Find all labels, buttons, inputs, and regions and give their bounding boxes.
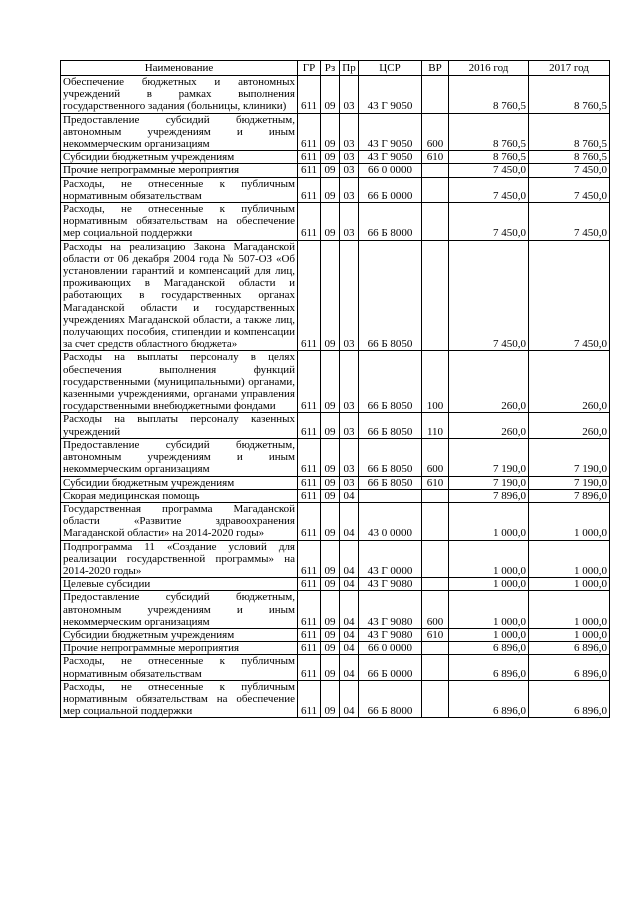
row-amount-2016: 1 000,0 xyxy=(449,628,529,641)
row-amount-2016: 7 450,0 xyxy=(449,164,529,177)
row-gr: 611 xyxy=(298,591,321,629)
header-pr: Пр xyxy=(340,61,359,76)
row-gr: 611 xyxy=(298,203,321,241)
row-rz: 09 xyxy=(321,164,340,177)
row-rz: 09 xyxy=(321,540,340,578)
row-pr: 03 xyxy=(340,203,359,241)
row-amount-2016: 7 450,0 xyxy=(449,240,529,351)
table-row xyxy=(61,476,610,489)
row-amount-2017: 1 000,0 xyxy=(529,540,610,578)
header-name: Наименование xyxy=(61,61,298,76)
row-amount-2017: 1 000,0 xyxy=(529,502,610,540)
row-amount-2017: 7 450,0 xyxy=(529,177,610,202)
row-vr: 610 xyxy=(422,476,449,489)
row-rz: 09 xyxy=(321,655,340,680)
row-gr: 611 xyxy=(298,413,321,438)
table-row xyxy=(61,655,610,680)
row-rz: 09 xyxy=(321,351,340,413)
row-rz: 09 xyxy=(321,177,340,202)
row-amount-2017: 1 000,0 xyxy=(529,628,610,641)
table-row xyxy=(61,642,610,655)
row-amount-2017: 7 450,0 xyxy=(529,164,610,177)
row-amount-2016: 7 896,0 xyxy=(449,489,529,502)
row-amount-2016: 8 760,5 xyxy=(449,76,529,114)
header-2016: 2016 год xyxy=(449,61,529,76)
row-pr: 04 xyxy=(340,540,359,578)
row-pr: 04 xyxy=(340,502,359,540)
row-name: Расходы, не отнесенные к публичным нормативным обязательствам на обеспечение мер социальной поддержки xyxy=(61,203,298,241)
row-gr: 611 xyxy=(298,628,321,641)
row-rz: 09 xyxy=(321,413,340,438)
table-row xyxy=(61,164,610,177)
table-row xyxy=(61,113,610,151)
row-gr: 611 xyxy=(298,655,321,680)
row-vr: 110 xyxy=(422,413,449,438)
row-csr: 66 Б 0000 xyxy=(359,177,422,202)
row-amount-2017: 1 000,0 xyxy=(529,591,610,629)
row-amount-2017: 6 896,0 xyxy=(529,655,610,680)
row-csr: 43 Г 9050 xyxy=(359,113,422,151)
row-vr xyxy=(422,578,449,591)
header-csr: ЦСР xyxy=(359,61,422,76)
row-name: Предоставление субсидий бюджетным, автономным учреждениям и иным некоммерческим организациям xyxy=(61,438,298,476)
row-amount-2016: 1 000,0 xyxy=(449,540,529,578)
row-csr: 66 Б 8050 xyxy=(359,351,422,413)
row-csr: 43 Г 9080 xyxy=(359,628,422,641)
row-pr: 03 xyxy=(340,151,359,164)
row-amount-2016: 7 190,0 xyxy=(449,438,529,476)
row-pr: 04 xyxy=(340,489,359,502)
row-name: Субсидии бюджетным учреждениям xyxy=(61,151,298,164)
row-amount-2016: 1 000,0 xyxy=(449,578,529,591)
table-row xyxy=(61,240,610,351)
row-csr: 43 Г 9050 xyxy=(359,76,422,114)
row-rz: 09 xyxy=(321,240,340,351)
row-gr: 611 xyxy=(298,540,321,578)
row-vr xyxy=(422,502,449,540)
row-amount-2017: 7 450,0 xyxy=(529,203,610,241)
row-csr: 43 Г 0000 xyxy=(359,540,422,578)
row-csr: 66 Б 8000 xyxy=(359,680,422,718)
row-name: Расходы, не отнесенные к публичным нормативным обязательствам xyxy=(61,655,298,680)
row-gr: 611 xyxy=(298,438,321,476)
row-rz: 09 xyxy=(321,113,340,151)
row-name: Субсидии бюджетным учреждениям xyxy=(61,476,298,489)
row-rz: 09 xyxy=(321,476,340,489)
row-amount-2016: 8 760,5 xyxy=(449,151,529,164)
row-vr xyxy=(422,680,449,718)
row-rz: 09 xyxy=(321,438,340,476)
header-2017: 2017 год xyxy=(529,61,610,76)
row-pr: 03 xyxy=(340,413,359,438)
row-pr: 04 xyxy=(340,680,359,718)
row-amount-2016: 6 896,0 xyxy=(449,642,529,655)
budget-document xyxy=(60,60,610,718)
row-vr: 610 xyxy=(422,628,449,641)
row-name: Расходы, не отнесенные к публичным нормативным обязательствам на обеспечение мер социальной поддержки xyxy=(61,680,298,718)
row-amount-2017: 260,0 xyxy=(529,351,610,413)
table-row xyxy=(61,203,610,241)
row-rz: 09 xyxy=(321,489,340,502)
row-csr: 66 Б 8050 xyxy=(359,438,422,476)
table-row xyxy=(61,413,610,438)
row-pr: 03 xyxy=(340,76,359,114)
row-gr: 611 xyxy=(298,76,321,114)
row-pr: 04 xyxy=(340,591,359,629)
table-row xyxy=(61,502,610,540)
row-vr xyxy=(422,164,449,177)
header-vr: ВР xyxy=(422,61,449,76)
row-csr xyxy=(359,489,422,502)
row-amount-2017: 7 896,0 xyxy=(529,489,610,502)
table-row xyxy=(61,578,610,591)
row-csr: 66 Б 0000 xyxy=(359,655,422,680)
row-name: Расходы на реализацию Закона Магаданской области от 06 декабря 2004 года № 507-ОЗ «Об установлении гарантий и компенсаций для лиц, проживающих в Магаданской области и работающих в государственных органах Магаданской области и государственных учреждениях Магаданской области, а также лиц, получающих пособия, стипендии и компенсации за счет средств областного бюджета» xyxy=(61,240,298,351)
row-name: Субсидии бюджетным учреждениям xyxy=(61,628,298,641)
row-csr: 66 0 0000 xyxy=(359,642,422,655)
row-name: Целевые субсидии xyxy=(61,578,298,591)
row-name: Обеспечение бюджетных и автономных учреждений в рамках выполнения государственного задания (больницы, клиники) xyxy=(61,76,298,114)
row-vr xyxy=(422,240,449,351)
row-amount-2017: 6 896,0 xyxy=(529,680,610,718)
row-vr: 600 xyxy=(422,113,449,151)
row-rz: 09 xyxy=(321,591,340,629)
row-name: Скорая медицинская помощь xyxy=(61,489,298,502)
row-pr: 04 xyxy=(340,642,359,655)
row-amount-2016: 260,0 xyxy=(449,413,529,438)
table-row xyxy=(61,351,610,413)
row-amount-2017: 8 760,5 xyxy=(529,76,610,114)
row-name: Подпрограмма 11 «Создание условий для реализации государственной программы» на 2014-2020 годы» xyxy=(61,540,298,578)
header-rz: Рз xyxy=(321,61,340,76)
row-pr: 03 xyxy=(340,476,359,489)
table-row xyxy=(61,680,610,718)
row-name: Прочие непрограммные мероприятия xyxy=(61,642,298,655)
row-gr: 611 xyxy=(298,489,321,502)
row-rz: 09 xyxy=(321,76,340,114)
row-name: Расходы на выплаты персоналу казенных учреждений xyxy=(61,413,298,438)
row-csr: 43 0 0000 xyxy=(359,502,422,540)
row-gr: 611 xyxy=(298,351,321,413)
row-vr: 100 xyxy=(422,351,449,413)
row-gr: 611 xyxy=(298,502,321,540)
row-amount-2016: 7 450,0 xyxy=(449,177,529,202)
row-vr xyxy=(422,203,449,241)
row-amount-2016: 260,0 xyxy=(449,351,529,413)
row-vr xyxy=(422,177,449,202)
row-gr: 611 xyxy=(298,240,321,351)
row-name: Предоставление субсидий бюджетным, автономным учреждениям и иным некоммерческим организациям xyxy=(61,113,298,151)
row-amount-2016: 8 760,5 xyxy=(449,113,529,151)
table-row xyxy=(61,438,610,476)
table-row xyxy=(61,628,610,641)
row-name: Государственная программа Магаданской области «Развитие здравоохранения Магаданской области» на 2014-2020 годы» xyxy=(61,502,298,540)
row-pr: 04 xyxy=(340,628,359,641)
row-pr: 03 xyxy=(340,177,359,202)
row-gr: 611 xyxy=(298,642,321,655)
table-row xyxy=(61,76,610,114)
table-row xyxy=(61,489,610,502)
row-rz: 09 xyxy=(321,502,340,540)
table-row xyxy=(61,540,610,578)
row-amount-2016: 6 896,0 xyxy=(449,680,529,718)
row-name: Прочие непрограммные мероприятия xyxy=(61,164,298,177)
row-csr: 43 Г 9050 xyxy=(359,151,422,164)
row-pr: 03 xyxy=(340,164,359,177)
row-name: Расходы на выплаты персоналу в целях обеспечения выполнения функций государственными (муниципальными) органами, казенными учреждениями, органами управления государственными внебюджетными фондами xyxy=(61,351,298,413)
table-row xyxy=(61,177,610,202)
row-pr: 03 xyxy=(340,351,359,413)
table-body xyxy=(61,76,610,718)
row-rz: 09 xyxy=(321,680,340,718)
budget-table xyxy=(60,60,610,718)
row-amount-2016: 6 896,0 xyxy=(449,655,529,680)
row-vr: 610 xyxy=(422,151,449,164)
row-amount-2017: 260,0 xyxy=(529,413,610,438)
row-amount-2016: 1 000,0 xyxy=(449,502,529,540)
row-gr: 611 xyxy=(298,177,321,202)
row-amount-2016: 7 190,0 xyxy=(449,476,529,489)
row-csr: 66 Б 8000 xyxy=(359,203,422,241)
row-rz: 09 xyxy=(321,578,340,591)
row-amount-2016: 1 000,0 xyxy=(449,591,529,629)
row-amount-2017: 7 450,0 xyxy=(529,240,610,351)
row-vr xyxy=(422,489,449,502)
row-gr: 611 xyxy=(298,113,321,151)
row-vr xyxy=(422,76,449,114)
row-name: Расходы, не отнесенные к публичным нормативным обязательствам xyxy=(61,177,298,202)
row-amount-2017: 7 190,0 xyxy=(529,476,610,489)
row-rz: 09 xyxy=(321,151,340,164)
row-rz: 09 xyxy=(321,642,340,655)
row-pr: 04 xyxy=(340,655,359,680)
row-csr: 43 Г 9080 xyxy=(359,591,422,629)
row-vr: 600 xyxy=(422,438,449,476)
row-gr: 611 xyxy=(298,164,321,177)
row-pr: 03 xyxy=(340,438,359,476)
row-vr xyxy=(422,540,449,578)
row-csr: 66 Б 8050 xyxy=(359,476,422,489)
row-gr: 611 xyxy=(298,151,321,164)
table-row xyxy=(61,151,610,164)
row-csr: 66 0 0000 xyxy=(359,164,422,177)
row-amount-2017: 8 760,5 xyxy=(529,151,610,164)
row-amount-2017: 1 000,0 xyxy=(529,578,610,591)
row-name: Предоставление субсидий бюджетным, автономным учреждениям и иным некоммерческим организациям xyxy=(61,591,298,629)
row-gr: 611 xyxy=(298,476,321,489)
row-amount-2017: 7 190,0 xyxy=(529,438,610,476)
row-vr xyxy=(422,642,449,655)
row-csr: 43 Г 9080 xyxy=(359,578,422,591)
row-gr: 611 xyxy=(298,680,321,718)
row-amount-2017: 6 896,0 xyxy=(529,642,610,655)
table-row xyxy=(61,591,610,629)
row-vr xyxy=(422,655,449,680)
header-row xyxy=(61,61,610,76)
row-pr: 03 xyxy=(340,240,359,351)
row-rz: 09 xyxy=(321,628,340,641)
row-pr: 03 xyxy=(340,113,359,151)
row-csr: 66 Б 8050 xyxy=(359,413,422,438)
row-csr: 66 Б 8050 xyxy=(359,240,422,351)
row-gr: 611 xyxy=(298,578,321,591)
row-rz: 09 xyxy=(321,203,340,241)
row-amount-2017: 8 760,5 xyxy=(529,113,610,151)
row-pr: 04 xyxy=(340,578,359,591)
row-amount-2016: 7 450,0 xyxy=(449,203,529,241)
row-vr: 600 xyxy=(422,591,449,629)
header-gr: ГР xyxy=(298,61,321,76)
